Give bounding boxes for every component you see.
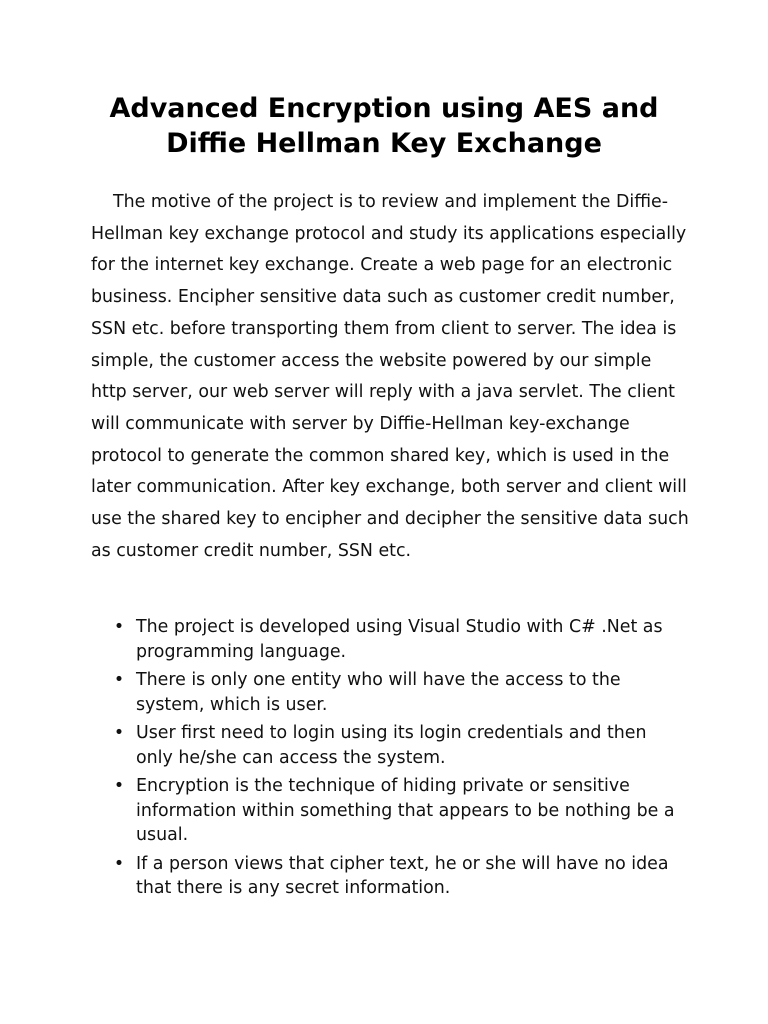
list-item: [113, 615, 684, 664]
list-item: [113, 721, 684, 770]
intro-paragraph: The motive of the project is to review and implement the Diffie-Hellman key exchange protocol and study its applications especially for the internet key exchange. Create a web page for an electronic business. Encipher sensitive data such as customer credit number, SSN etc. before transporting them from client to server. The idea is simple, the customer access the website powered by our simple http server, our web server will reply with a java servlet. The client will communicate with server by Diffie-Hellman key-exchange protocol to generate the common shared key, which is used in the later communication. After key exchange, both server and client will use the shared key to encipher and decipher the sensitive data such as customer credit number, SSN etc.: [91, 192, 689, 561]
list-item: [113, 668, 684, 717]
bullet-icon: •: [113, 853, 125, 874]
list-item-text: User first need to login using its login credentials and then only he/she can access the system.: [136, 723, 647, 768]
list-item-text: Encryption is the technique of hiding private or sensitive information within something that appears to be nothing be a usual.: [136, 776, 675, 845]
list-item: [113, 852, 684, 901]
bullet-icon: •: [113, 617, 125, 637]
bullet-icon: •: [113, 723, 125, 743]
title-line-2: Diffie Hellman Key Exchange: [166, 128, 602, 159]
bullet-icon: •: [113, 670, 125, 690]
bullet-icon: •: [113, 776, 125, 796]
title-line-1: Advanced Encryption using AES and: [109, 93, 659, 124]
list-item-text: There is only one entity who will have the access to the system, which is user.: [136, 670, 621, 715]
list-item: [113, 774, 684, 848]
list-item-text: The project is developed using Visual Studio with C# .Net as programming language.: [136, 617, 663, 662]
page-title: [60, 91, 708, 161]
list-item-text: If a person views that cipher text, he or she will have no idea that there is any secret information.: [136, 853, 669, 898]
bullet-list: [0, 615, 768, 905]
